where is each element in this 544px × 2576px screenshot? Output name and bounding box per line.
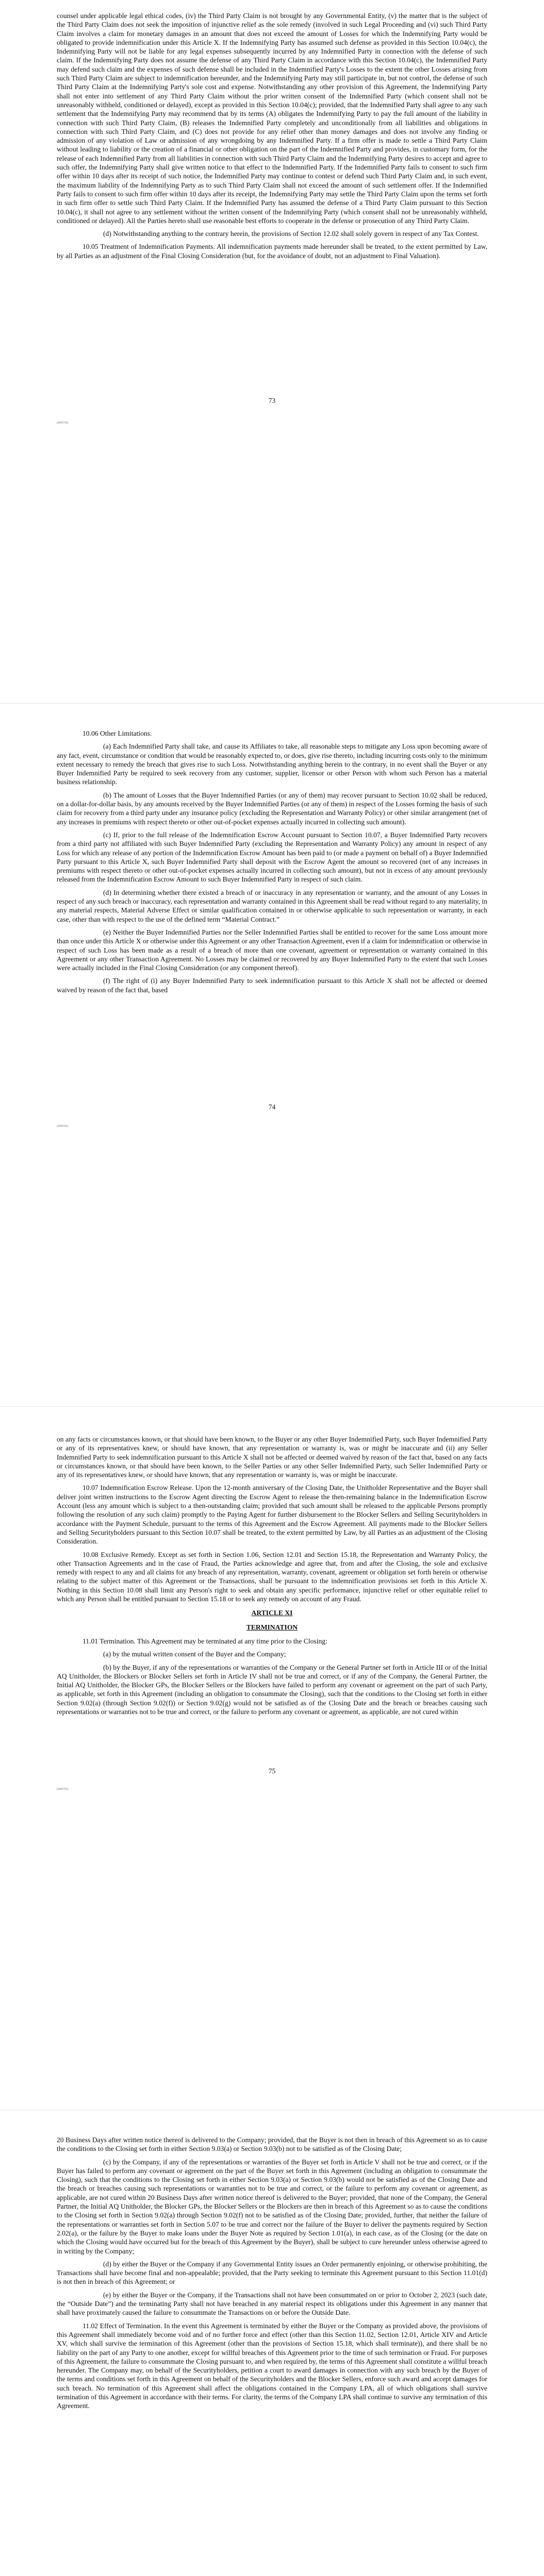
paragraph: (c) If, prior to the full release of the Indemnification Escrow Account pursuant to Section 10.07, a Buyer Indemnified Party recovers from a third party not affiliated with such Buyer Indemnified Party (excluding the Representation and Warranty Policy) any amount in respect of any Loss for which any release of any portion of the Indemnification Escrow Amount has been paid to (or made a payment on behalf of) a Buyer Indemnified Party pursuant to this Article X, such Buyer Indemnified Party shall deposit with the Escrow Agent the amount so recovered (net of any increases in premiums with respect thereto or other out-of-pocket expenses actually incurred in collecting such amount), but not in excess of any amount previously released from the Indemnification Escrow Amount to such Buyer Indemnified Party in respect of such claim. xyxy=(57,831,487,884)
page-body xyxy=(57,1435,487,1720)
article-title: TERMINATION xyxy=(246,1623,298,1631)
document-page-75 xyxy=(0,1406,544,2110)
paragraph: (c) by the Company, if any of the representations or warranties of the Buyer set forth in Article V shall not be true and correct, or if the Buyer has failed to perform any covenant or agreement on the part of the Buyer set forth in this Agreement (including an obligation to consummate the Closing), such that the conditions to the Closing set forth in either Section 9.03(a) or Section 9.03(b) would not be satisfied as of the Closing Date and the breach or breaches causing such representations or warranties not to be true and correct, or the failure to perform any covenant or agreement, as applicable, are not cured within 20 Business Days after written notice thereof is delivered to the Buyer; provided, that none of the Company, the General Partner, the Initial AQ Unitholder, the Blocker GPs, the Blocker Sellers or the Blockers are then in breach of this Agreement so as to cause the conditions to the Closing set forth in Section 9.02(a) through Section 9.02(f) not to be satisfied as of the Closing Date; provided, further, that neither the failure of the representations or warranties set forth in Section 5.07 to be true and correct nor the failure of the Buyer to deliver the payments required by Section 2.02(a), or the failure by the Buyer to make loans under the Buyer Note as required by Section 1.01(a), in each case, as of the Closing (or the date on which the Closing would have occurred but for the breach of this Agreement by the Buyer), shall be subject to cure hereunder unless otherwise agreed to in writing by the Company; xyxy=(57,2158,487,2255)
page-footer-id: [6099702] xyxy=(57,1788,69,1791)
page-footer-id: [6099702] xyxy=(57,422,69,425)
page-body xyxy=(57,2136,487,2415)
document-page-74 xyxy=(0,703,544,1406)
paragraph: (f) The right of (i) any Buyer Indemnified Party to seek indemnification pursuant to this Article X shall not be affected or deemed waived by reason of the fact that, based xyxy=(57,977,487,994)
page-number: 73 xyxy=(268,397,276,404)
paragraph: 10.05 Treatment of Indemnification Payments. All indemnification payments made hereunder shall be treated, to the extent permitted by Law, by all Parties as an adjustment of the Final Closing Consideration (but, for the avoidance of doubt, not an adjustment to Final Valuation). xyxy=(57,243,487,260)
paragraph: (a) Each Indemnified Party shall take, and cause its Affiliates to take, all reasonable steps to mitigate any Loss upon becoming aware of any fact, event, circumstance or condition that would be reasonably expected to, or does, give rise thereto, including incurring costs only to the minimum extent necessary to remedy the breach that gives rise to such Loss. Notwithstanding anything herein to the contrary, in no event shall the Buyer or any Buyer Indemnified Party be required to seek recovery from any customer, supplier, licensor or other Person with whom such Person has a material business relationship. xyxy=(57,742,487,786)
page-body xyxy=(57,729,487,998)
paragraph: 20 Business Days after written notice thereof is delivered to the Company; provided, that the Buyer is not then in breach of this Agreement so as to cause the conditions to the Closing set forth in either Section 9.03(a) or Section 9.03(b) not to be satisfied as of the Closing Date; xyxy=(57,2136,487,2153)
page-body xyxy=(57,11,487,264)
paragraph: 10.07 Indemnification Escrow Release. Upon the 12-month anniversary of the Closing Date, the Unitholder Representative and the Buyer shall deliver joint written instructions to the Escrow Agent directing the Escrow Agent to release the then-remaining balance in the Indemnification Escrow Account (less any amount which is subject to a then-outstanding claim; provided that such amount shall be released to the applicable Persons promptly following the resolution of any such claim) promptly to the Paying Agent for further disbursement to the Blocker Sellers and Selling Securityholders in accordance with the Payment Schedule, pursuant to the terms of this Agreement and the Escrow Agreement. All payments made to the Blocker Sellers and Selling Securityholders pursuant to this Section 10.07 shall be treated, to the extent permitted by Law, by all Parties as an adjustment of the Closing Consideration. xyxy=(57,1484,487,1546)
paragraph: (d) Notwithstanding anything to the contrary herein, the provisions of Section 12.02 shall solely govern in respect of any Tax Contest. xyxy=(103,230,479,238)
paragraph: (e) by either the Buyer or the Company, if the Transactions shall not have been consummated on or prior to October 2, 2023 (such date, the “Outside Date”) and the terminating Party shall not have breached in any material respect its obligations under this Agreement in any manner that shall have proximately caused the failure to consummate the Transactions on or before the Outside Date. xyxy=(57,2291,487,2317)
section-heading: 10.06 Other Limitations. xyxy=(83,730,152,737)
page-number: 74 xyxy=(268,1103,276,1111)
paragraph: (b) The amount of Losses that the Buyer Indemnified Parties (or any of them) may recover pursuant to Section 10.02 shall be reduced, on a dollar-for-dollar basis, by any amounts received by the Buyer Indemnified Parties (or any of them) in respect of the Losses forming the basis of such claim for recovery from a third party under any insurance policy (excluding the Representation and Warranty Policy) or other similar arrangement (net of any increases in premiums with respect thereto or other out-of-pocket expenses actually incurred in collecting such amount). xyxy=(57,791,487,826)
article-heading: ARTICLE XI xyxy=(251,1609,293,1617)
page-number: 75 xyxy=(268,1767,276,1775)
paragraph: 11.02 Effect of Termination. In the event this Agreement is terminated by either the Buyer or the Company as provided above, the provisions of this Agreement shall immediately become void and of no further force and effect (other than this Section 11.02, Section 12.01, Article XIV and Article XV, which shall survive the termination of this Agreement (other than the provisions of Section 15.18, which shall terminate)), and there shall be no liability on the part of any Party to one another, except for willful breaches of this Agreement prior to the time of such termination or Fraud. For purposes of this Agreement, the failure to consummate the Closing pursuant to, and when required by, the terms of this Agreement shall constitute a willful breach hereunder. The Company may, on behalf of the Securityholders, petition a court to award damages in connection with any such breach by the Buyer of the terms and conditions set forth in this Agreement on behalf of the Securityholders and the Blocker Sellers, enforce such award and accept damages for such breach. No termination of this Agreement shall affect the obligations contained in the Company LPA, all of which obligations shall survive termination of this Agreement in accordance with their terms. For clarity, the terms of the Company LPA shall continue to survive any termination of this Agreement. xyxy=(57,2321,487,2410)
paragraph: counsel under applicable legal ethical codes, (iv) the Third Party Claim is not brought by any Governmental Entity, (v) the matter that is the subject of the Third Party Claim does not seek the imposition of injunctive relief as the sole remedy (involved in such Legal Proceeding and (vi) such Third Party Claim involves a claim for monetary damages in an amount that does not exceed the amount of Losses for which the Indemnifying Party would be obligated to provide indemnification under this Article X. If the Indemnifying Party has assumed such defense as provided in this Section 10.04(c), the Indemnifying Party will not be liable for any legal expenses subsequently incurred by any Indemnified Party in connection with the defense of such claim. If the Indemnifying Party does not assume the defense of any Third Party Claim in accordance with this Section 10.04(c), the Indemnified Party may defend such claim and the expenses of such defense shall be included in the Indemnified Party's Losses to the extent the other Losses arising from such Third Party Claim are subject to indemnification hereunder, and the Indemnifying Party may still participate in, but not control, the defense of such Third Party Claim at the Indemnifying Party's sole cost and expense. Notwithstanding any other provision of this Agreement, the Indemnifying Party shall not enter into settlement of any Third Party Claim without the prior written consent of the Indemnified Party (which consent shall not be unreasonably withheld, conditioned or delayed), except as provided in this Section 10.04(c); provided, that the Indemnified Party shall agree to any such settlement that the Indemnifying Party may recommend that by its terms (A) obligates the Indemnifying Party to pay the full amount of the liability in connection with such Third Party Claim, (B) releases the Indemnified Party completely and unconditionally from all liabilities and obligations in connection with such Third Party Claim, and (C) does not provide for any relief other than money damages and does not involve any finding or admission of any violation of Law or admission of any wrongdoing by any Indemnified Party. If a firm offer is made to settle a Third Party Claim without leading to liability or the creation of a financial or other obligation on the part of the Indemnified Party and provides, in customary form, for the release of each Indemnified Party from all liabilities in connection with such Third Party Claim and the Indemnifying Party desires to accept and agree to such offer, the Indemnifying Party shall give written notice to that effect to the Indemnified Party. If the Indemnified Party fails to consent to such firm offer within 10 days after its receipt of such notice, the Indemnified Party may continue to contest or defend such Third Party Claim and, in such event, the maximum liability of the Indemnifying Party as to such Third Party Claim shall not exceed the amount of such settlement offer. If the Indemnified Party fails to consent to such firm offer within 10 days after its receipt, the Indemnifying Party may settle the Third Party Claim upon the terms set forth in such firm offer to settle such Third Party Claim. If the Indemnified Party has assumed the defense of a Third Party Claim pursuant to this Section 10.04(c), it shall not agree to any settlement without the written consent of the Indemnifying Party (which consent shall not be unreasonably withheld, conditioned or delayed). All the Parties hereto shall use reasonable best efforts to cooperate in the defense or prosecution of any Third Party Claim. xyxy=(57,12,487,225)
paragraph: (a) by the mutual written consent of the Buyer and the Company; xyxy=(103,1650,286,1658)
paragraph: 10.08 Exclusive Remedy. Except as set forth in Section 1.06, Section 12.01 and Section 15.18, the Representation and Warranty Policy, the other Transaction Agreements and in the case of Fraud, the Parties acknowledge and agree that, from and after the Closing, the sole and exclusive remedy with respect to any and all claims for any breach of any representation, warranty, covenant, agreement or obligation set forth herein or otherwise relating to the subject matter of this Agreement or the Transactions, shall be pursuant to the indemnification provisions set forth in this Article X. Nothing in this Section 10.08 shall limit any Person's right to seek and obtain any specific performance, injunctive relief or other equitable relief to which any Person shall be entitled pursuant to Section 15.18 or to seek any remedy on account of any Fraud. xyxy=(57,1550,487,1603)
paragraph: (d) by either the Buyer or the Company if any Governmental Entity issues an Order permanently enjoining, or otherwise prohibiting, the Transactions shall have become final and non-appealable; provided, that the Party seeking to terminate this Agreement pursuant to this Section 11.01(d) is not then in breach of this Agreement; or xyxy=(57,2260,487,2286)
document-page-76 xyxy=(0,2110,544,2576)
paragraph: 11.01 Termination. This Agreement may be terminated at any time prior to the Closing: xyxy=(83,1637,327,1645)
document-page-73 xyxy=(0,0,544,703)
paragraph: (e) Neither the Buyer Indemnified Parties nor the Seller Indemnified Parties shall be entitled to recover for the same Loss amount more than once under this Article X or otherwise under this Agreement or any other Transaction Agreement, even if a claim for indemnification or otherwise in respect of such Loss has been made as a result of a breach of more than one covenant, agreement or representation or warranty contained in this Agreement or any other Transaction Agreement. No Losses may be claimed or recovered by any Buyer Indemnified Party to the extent that such Losses were actually included in the Final Closing Consideration (or any component thereof). xyxy=(57,928,487,972)
page-footer-id: [6099702] xyxy=(57,1125,69,1128)
paragraph: on any facts or circumstances known, or that should have been known, to the Buyer or any other Buyer Indemnified Party, such Buyer Indemnified Party or any of its representatives knew, or should have known, that any representation or warranty is, was or might be inaccurate and (ii) any Seller Indemnified Party to seek indemnification pursuant to this Article X shall not be affected or deemed waived by reason of the fact that, based on any facts or circumstances known, or that should have been known, to the Seller Parties or any other Seller Indemnified Party, such Seller Indemnified Party or any of its representatives knew, or should have known, that any representation or warranty is, was or might be inaccurate. xyxy=(57,1435,487,1479)
paragraph: (d) In determining whether there existed a breach of or inaccuracy in any representation or warranty, and the amount of any Losses in respect of any such breach or inaccuracy, each representation and warranty contained in this Agreement shall be read without regard to any materiality, in any material respects, Material Adverse Effect or similar qualification contained in or otherwise applicable to such representation or warranty, in each case, other than with respect to the use of the defined term “Material Contract.” xyxy=(57,888,487,923)
paragraph: (b) by the Buyer, if any of the representations or warranties of the Company or the General Partner set forth in Article III or of the Initial AQ Unitholder, the Blockers or Blocker Sellers set forth in Article IV shall not be true and correct, or if any of the Company, the General Partner, the Initial AQ Unitholder, the Blocker GPs, the Blocker Sellers or the Blockers have failed to perform any covenant or agreement on the part of such Party, as applicable, set forth in this Agreement (including an obligation to consummate the Closing), such that the conditions to the Closing set forth in either Section 9.02(a) (through Section 9.02(f)) or Section 9.02(g) would not be satisfied as of the Closing Date and the breach or breaches causing such representations or warranties not to be true and correct, or the failure to perform any covenant or agreement, as applicable, are not cured within xyxy=(57,1663,487,1716)
